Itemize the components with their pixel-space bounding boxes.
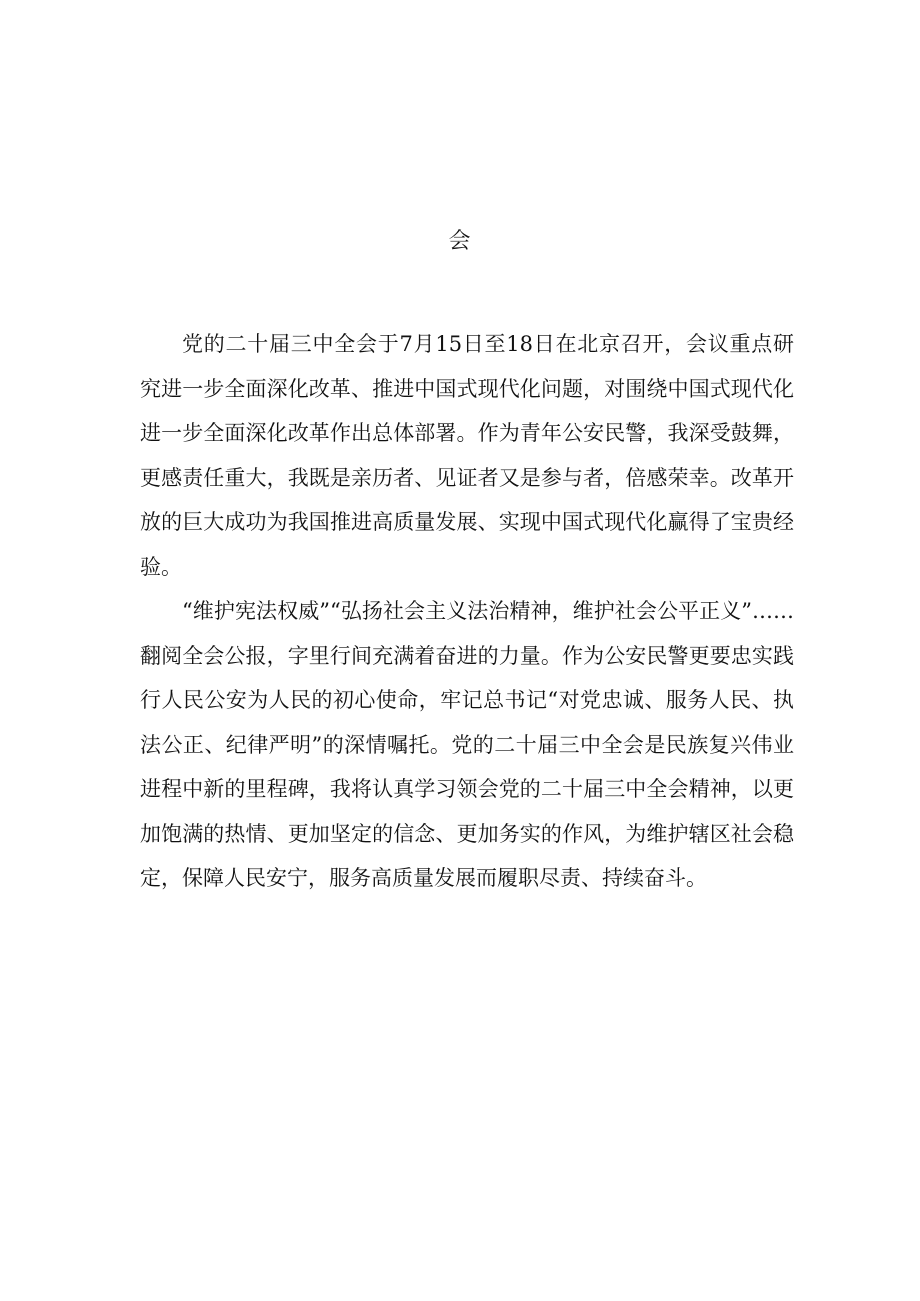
paragraph-2: “维护宪法权威”“弘扬社会主义法治精神，维护社会公平正义”……翻阅全会公报，字里行间充满着奋进的力量。作为公安民警更要忠实践行人民公安为人民的初心使命，牢记总书记“对党忠诚、服务人民、执法公正、纪律严明”的深情嘱托。党的二十届三中全会是民族复兴伟业进程中新的里程碑，我将认真学习领会党的二十届三中全会精神，以更加饱满的热情、更加坚定的信念、更加务实的作风，为维护辖区社会稳定，保障人民安宁，服务高质量发展而履职尽责、持续奋斗。 (140, 599, 794, 890)
document-title: 会 (448, 229, 472, 254)
paragraph-1: 党的二十届三中全会于7月15日至18日在北京召开，会议重点研究进一步全面深化改革、推进中国式现代化问题，对围绕中国式现代化进一步全面深化改革作出总体部署。作为青年公安民警，我深受鼓舞，更感责任重大，我既是亲历者、见证者又是参与者，倍感荣幸。改革开放的巨大成功为我国推进高质量发展、实现中国式现代化赢得了宝贵经验。 (140, 332, 794, 579)
document-body (140, 322, 794, 901)
